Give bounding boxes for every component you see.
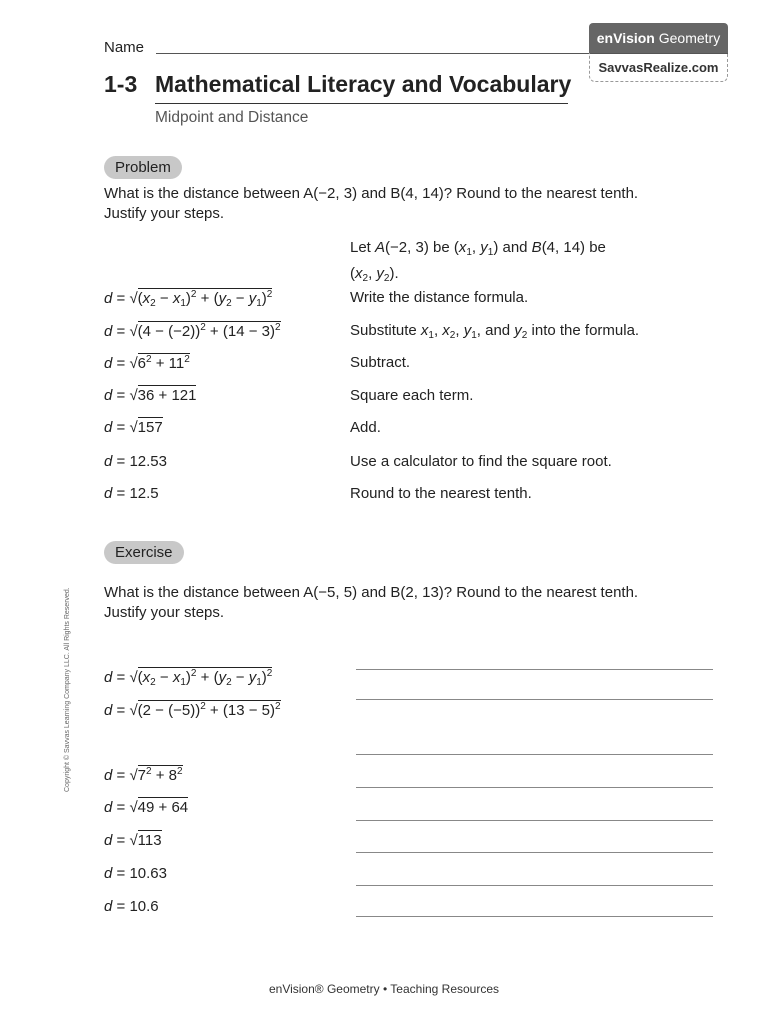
exercise-eq-6: d = 10.63 (104, 865, 167, 882)
exercise-eq-3: $d = √7^2 + 8^2$ (104, 766, 183, 784)
exercise-label: Exercise (104, 541, 184, 564)
brand-badge (589, 23, 728, 53)
exercise-eq-1: $d = √(x_2 - x_1)^2 + (y_2 - y_1)^2$ (104, 668, 273, 688)
problem-step-3: Subtract. (350, 354, 411, 371)
problem-question-line2: Justify your steps. (104, 205, 225, 222)
answer-line-1[interactable] (356, 669, 713, 670)
problem-question-line1: What is the distance between A(−2, 3) and B(4, 14)? Round to the nearest tenth. (104, 185, 639, 202)
answer-line-4[interactable] (356, 787, 713, 788)
problem-step-6: Use a calculator to find the square root. (350, 453, 612, 470)
problem-eq-5: d = √157 (104, 419, 163, 436)
exercise-eq-7: d = 10.6 (104, 898, 159, 915)
problem-label: Problem (104, 156, 182, 179)
problem-eq-7: d = 12.5 (104, 485, 159, 502)
answer-line-6[interactable] (356, 852, 713, 853)
answer-line-8[interactable] (356, 916, 713, 917)
realize-link[interactable]: SavvasRealize.com (589, 53, 728, 82)
problem-eq-4: d = √36 + 121 (104, 387, 197, 404)
exercise-eq-5: d = √113 (104, 832, 162, 849)
problem-eq-6: d = 12.53 (104, 453, 167, 470)
page-title: Mathematical Literacy and Vocabulary (155, 71, 572, 97)
problem-eq-1: $d = √(x_2 - x_1)^2 + (y_2 - y_1)^2$ (104, 289, 273, 309)
copyright-notice: Copyright © Savvas Learning Company LLC. All Rights Reserved. (64, 587, 71, 792)
name-label: Name (104, 39, 145, 56)
title-rule (155, 103, 568, 104)
problem-step-5: Add. (350, 419, 381, 436)
exercise-eq-4: d = √49 + 64 (104, 799, 189, 816)
problem-step-4: Square each term. (350, 387, 474, 404)
lesson-number: 1-3 (104, 71, 138, 97)
exercise-question-line1: What is the distance between A(−5, 5) and B(2, 13)? Round to the nearest tenth. (104, 584, 639, 601)
problem-step-1: Write the distance formula. (350, 289, 529, 306)
problem-step-2: Substitute $x_1$, $x_2$, $y_1$, and $y_2$ into the formula. (350, 322, 640, 341)
brand-suffix: Geometry (658, 30, 721, 46)
problem-eq-3: $d = √6^2 + 11^2$ (104, 354, 190, 372)
answer-line-2[interactable] (356, 699, 713, 700)
answer-line-7[interactable] (356, 885, 713, 886)
answer-line-5[interactable] (356, 820, 713, 821)
page-subtitle: Midpoint and Distance (155, 109, 309, 126)
page-footer: enVision® Geometry • Teaching Resources (268, 982, 500, 996)
exercise-question-line2: Justify your steps. (104, 604, 225, 621)
exercise-question (104, 583, 724, 623)
brand-prefix: enVision (596, 30, 655, 46)
exercise-eq-2: $d = √(2 - (-5))^2 + (13 - 5)^2$ (104, 701, 281, 719)
answer-line-3[interactable] (356, 754, 713, 755)
problem-eq-2: $d = √(4 - (-2))^2 + (14 - 3)^2$ (104, 322, 281, 340)
problem-question (104, 184, 724, 224)
problem-let-statement: Let A(−2, 3) be ($x_1$, $y_1$) and B(4, 14) be ($x_2$, $y_2$). (350, 239, 606, 284)
problem-step-7: Round to the nearest tenth. (350, 485, 532, 502)
